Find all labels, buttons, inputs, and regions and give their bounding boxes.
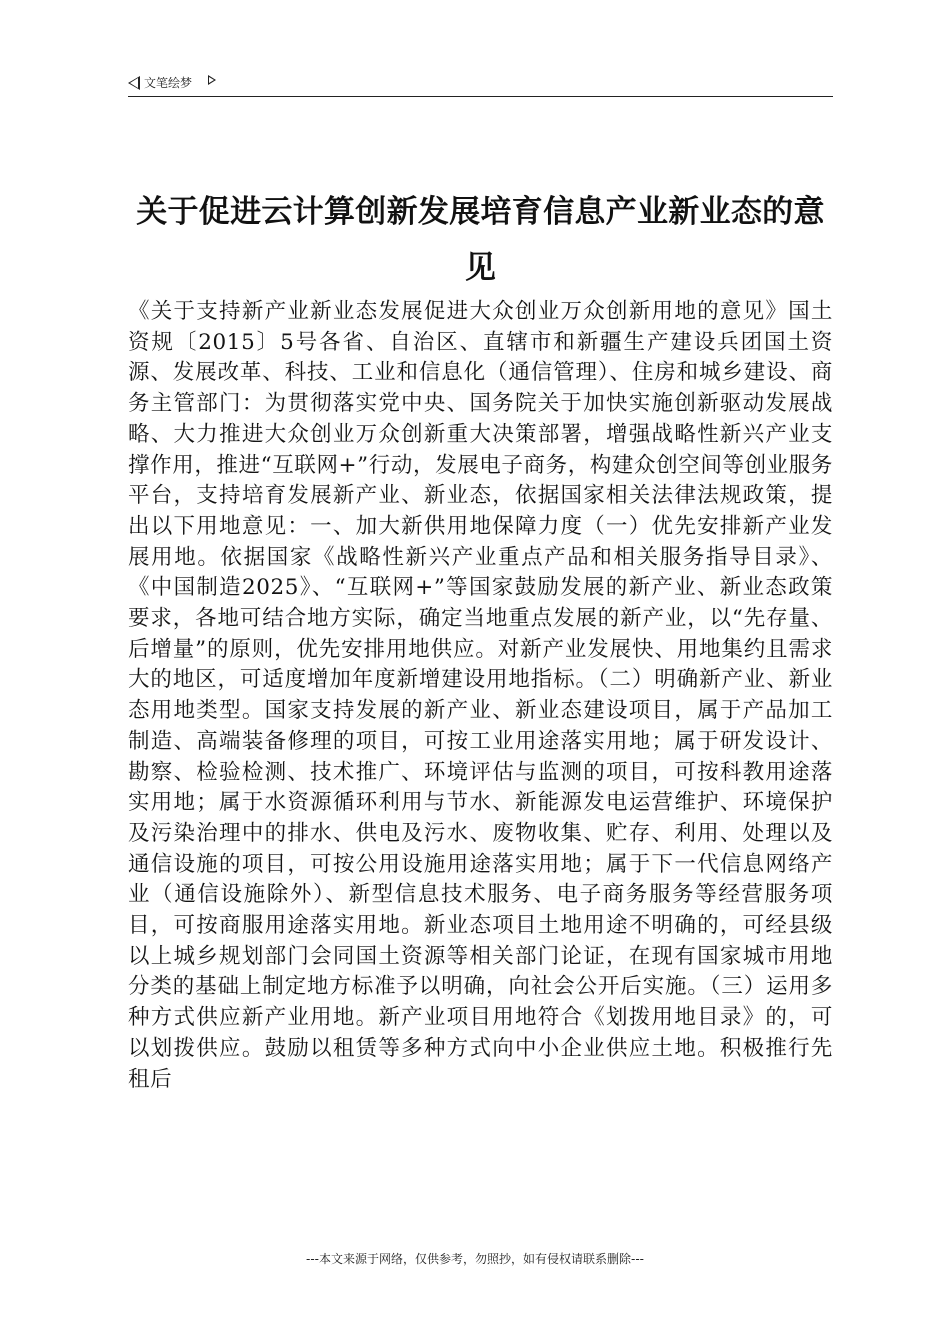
document-title: 关于促进云计算创新发展培育信息产业新业态的意见 bbox=[136, 194, 825, 286]
page-footer: ---本文来源于网络，仅供参考，勿照抄，如有侵权请联系删除--- bbox=[306, 1252, 644, 1266]
header-brand-group bbox=[128, 74, 216, 91]
document-body: 《关于支持新产业新业态发展促进大众创业万众创新用地的意见》国土资规〔2015〕5号各省、自治区、直辖市和新疆生产建设兵团国土资源、发展改革、科技、工业和信息化（通信管理）、住房和城乡建设、商务主管部门：为贯彻落实党中央、国务院关于加快实施创新驱动发展战略、大力推进大众创业万众创新重大决策部署，增强战略性新兴产业支撑作用，推进“互联网+”行动，发展电子商务，构建众创空间等创业服务平台，支持培育发展新产业、新业态，依据国家相关法律法规政策，提出以下用地意见：一、加大新供用地保障力度（一）优先安排新产业发展用地。依据国家《战略性新兴产业重点产品和相关服务指导目录》、《中国制造2025》、“互联网+”等国家鼓励发展的新产业、新业态政策要求，各地可结合地方实际，确定当地重点发展的新产业，以“先存量、后增量”的原则，优先安排用地供应。对新产业发展快、用地集约且需求大的地区，可适度增加年度新增建设用地指标。（二）明确新产业、新业态用地类型。国家支持发展的新产业、新业态建设项目，属于产品加工制造、高端装备修理的项目，可按工业用途落实用地；属于研发设计、勘察、检验检测、技术推广、环境评估与监测的项目，可按科教用途落实用地；属于水资源循环利用与节水、新能源发电运营维护、环境保护及污染治理中的排水、供电及污水、废物收集、贮存、利用、处理以及通信设施的项目，可按公用设施用途落实用地；属于下一代信息网络产业（通信设施除外）、新型信息技术服务、电子商务服务等经营服务项目，可按商服用途落实用地。新业态项目土地用途不明确的，可经县级以上城乡规划部门会同国土资源等相关部门论证，在现有国家城市用地分类的基础上制定地方标准予以明确，向社会公开后实施。（三）运用多种方式供应新产业用地。新产业项目用地符合《划拨用地目录》的，可以划拨供应。鼓励以租赁等多种方式向中小企业供应土地。积极推行先租后 bbox=[128, 299, 833, 1092]
arrow-right-icon bbox=[208, 75, 216, 85]
header-brand: 文笔绘梦 bbox=[144, 76, 193, 90]
arrow-left-icon bbox=[128, 76, 140, 90]
page-header bbox=[128, 74, 833, 97]
